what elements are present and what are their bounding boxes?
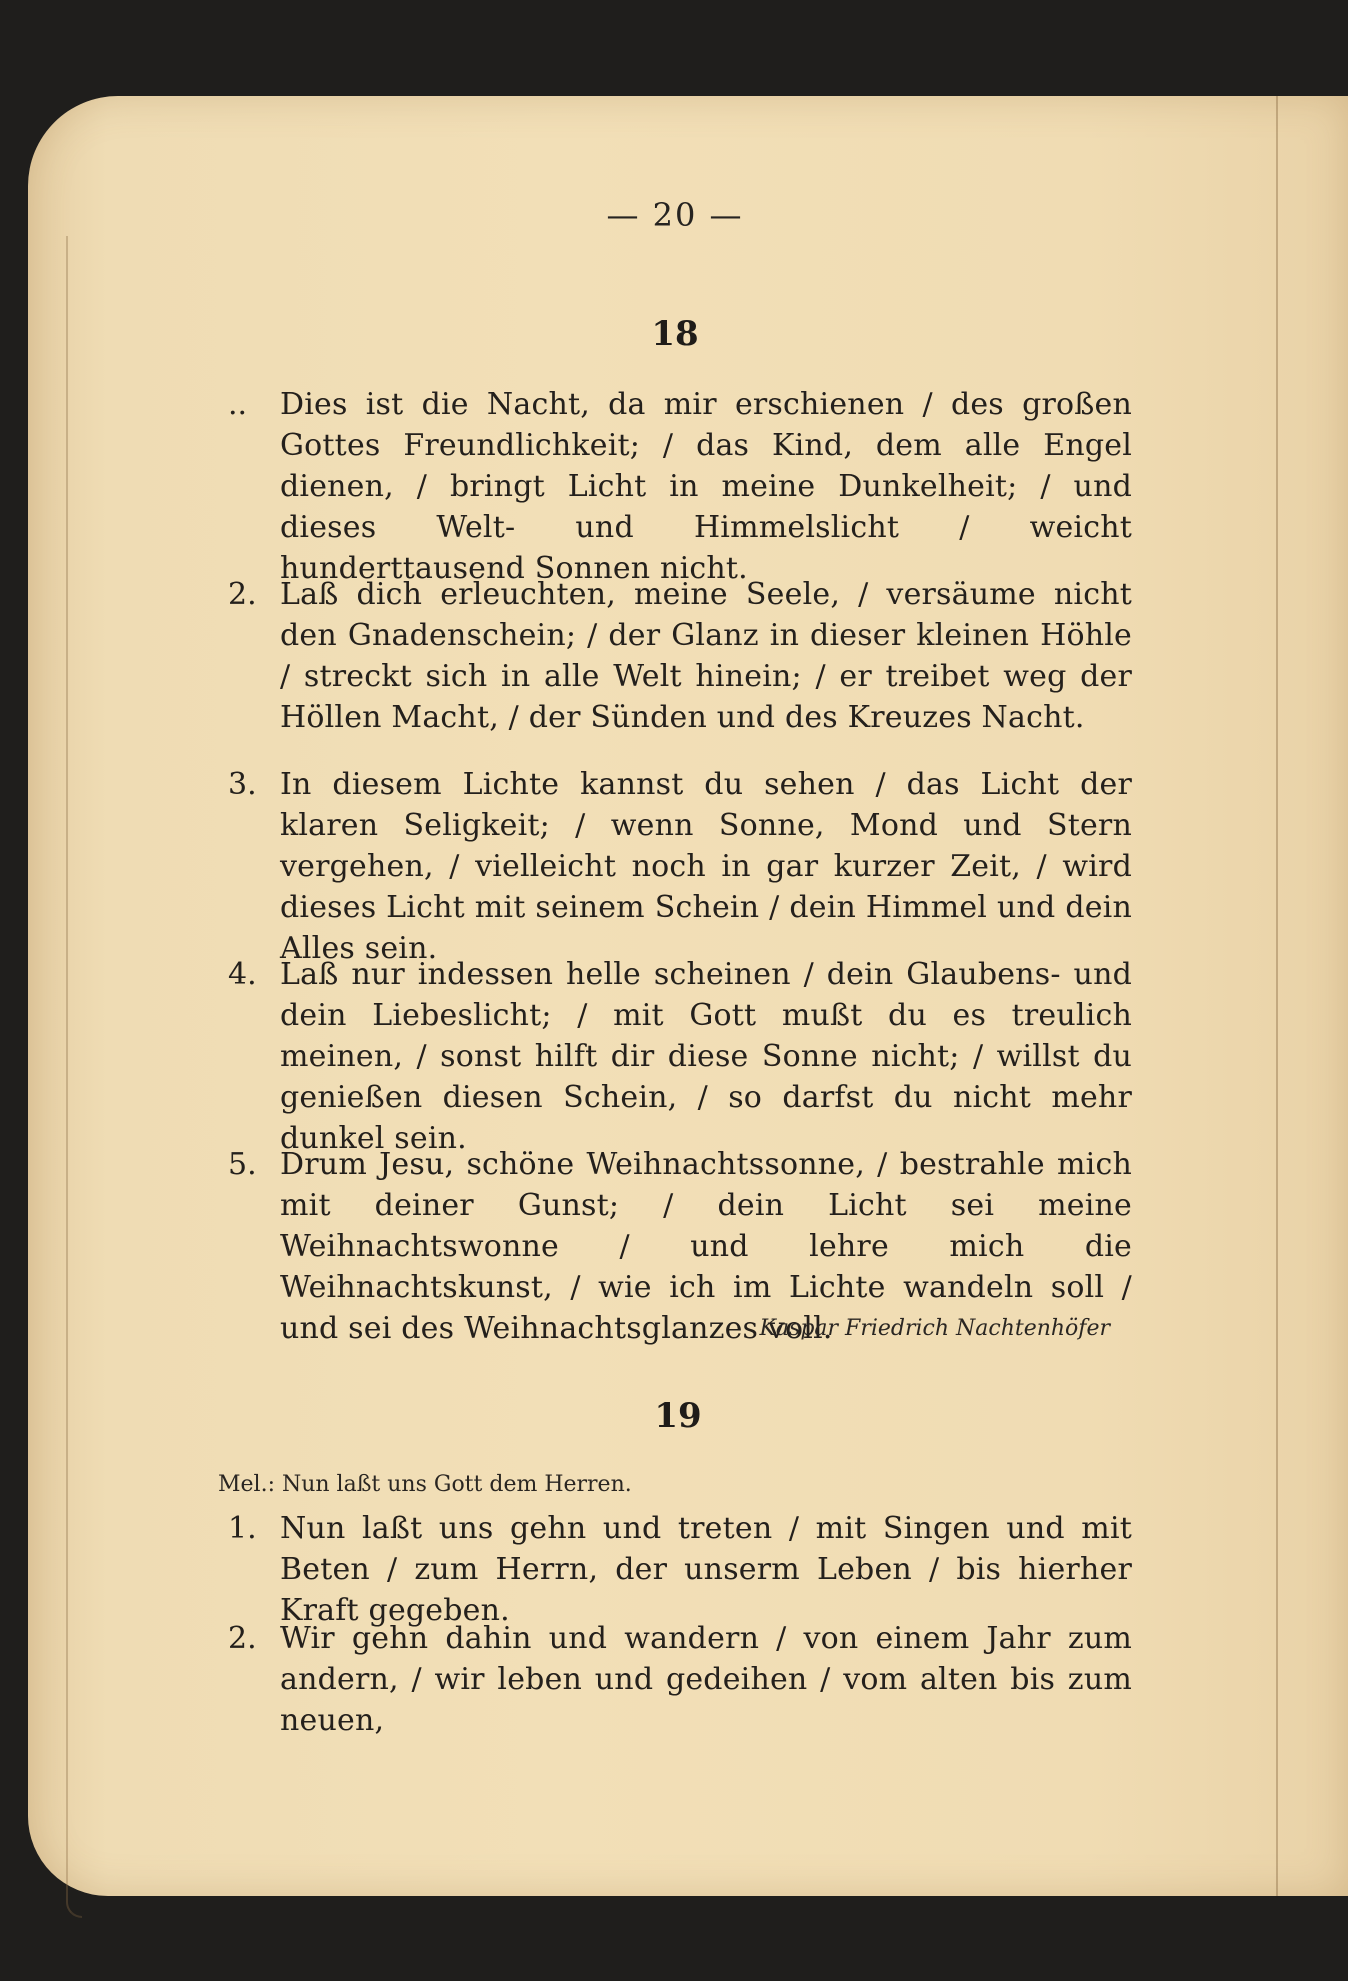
hymn-number-18: 18	[651, 314, 699, 354]
verse-number: 2.	[228, 1621, 257, 1656]
verse-text: Wir gehn dahin und wandern / von einem Jahr zum andern, / wir leben und gedeihen / vom alten bis zum neuen,	[280, 1621, 1132, 1738]
hymn-18-verse-4	[228, 954, 1132, 1159]
hymn-18-verse-2	[228, 574, 1132, 738]
verse-text: Drum Jesu, schöne Weihnachtssonne, / bestrahle mich mit deiner Gunst; / dein Licht sei meine Weihnachtswonne / und lehre mich die Weihnachtskunst, / wie ich im Lichte wandeln soll / und sei des Weihnachtsglanzes voll.	[280, 1147, 1132, 1346]
verse-text: In diesem Lichte kannst du sehen / das Licht der klaren Seligkeit; / wenn Sonne, Mond und Stern vergehen, / vielleicht noch in gar kurzer Zeit, / wird dieses Licht mit seinem Schein / dein Himmel und dein Alles sein.	[280, 767, 1132, 966]
hymn-19-melody: Mel.: Nun laßt uns Gott dem Herren.	[218, 1472, 632, 1497]
hymn-18-verse-3	[228, 764, 1132, 969]
verse-text: Laß nur indessen helle scheinen / dein Glaubens- und dein Liebeslicht; / mit Gott mußt du es treulich meinen, / sonst hilft dir diese Sonne nicht; / willst du genießen diesen Schein, / so darfst du nicht mehr dunkel sein.	[280, 957, 1132, 1156]
hymn-18-verse-1	[228, 384, 1132, 589]
hymn-18-author: Kaspar Friedrich Nachtenhöfer	[759, 1316, 1110, 1341]
verse-text: Nun laßt uns gehn und treten / mit Singen und mit Beten / zum Herrn, der unserm Leben / bis hierher Kraft gegeben.	[280, 1511, 1132, 1628]
hymn-number-19: 19	[654, 1396, 702, 1436]
hymn-19-verse-2	[228, 1618, 1132, 1741]
verse-number: 3.	[228, 767, 257, 802]
verse-number: 5.	[228, 1147, 257, 1182]
verse-number: 4.	[228, 957, 257, 992]
verse-number: 2.	[228, 577, 257, 612]
page-edge-decoration	[66, 236, 82, 1918]
verse-text: Laß dich erleuchten, meine Seele, / versäume nicht den Gnadenschein; / der Glanz in dieser kleinen Höhle / streckt sich in alle Welt hinein; / er treibet weg der Höllen Macht, / der Sünden und des Kreuzes Nacht.	[280, 577, 1132, 735]
page-number: — 20 —	[606, 196, 744, 234]
verse-number: ..	[228, 387, 248, 422]
verse-text: Dies ist die Nacht, da mir erschienen / des großen Gottes Freundlichkeit; / das Kind, dem alle Engel dienen, / bringt Licht in meine Dunkelheit; / und dieses Welt- und Himmelslicht / weicht hunderttausend Sonnen nicht.	[280, 387, 1132, 586]
verse-number: 1.	[228, 1511, 257, 1546]
hymn-19-verse-1	[228, 1508, 1132, 1631]
